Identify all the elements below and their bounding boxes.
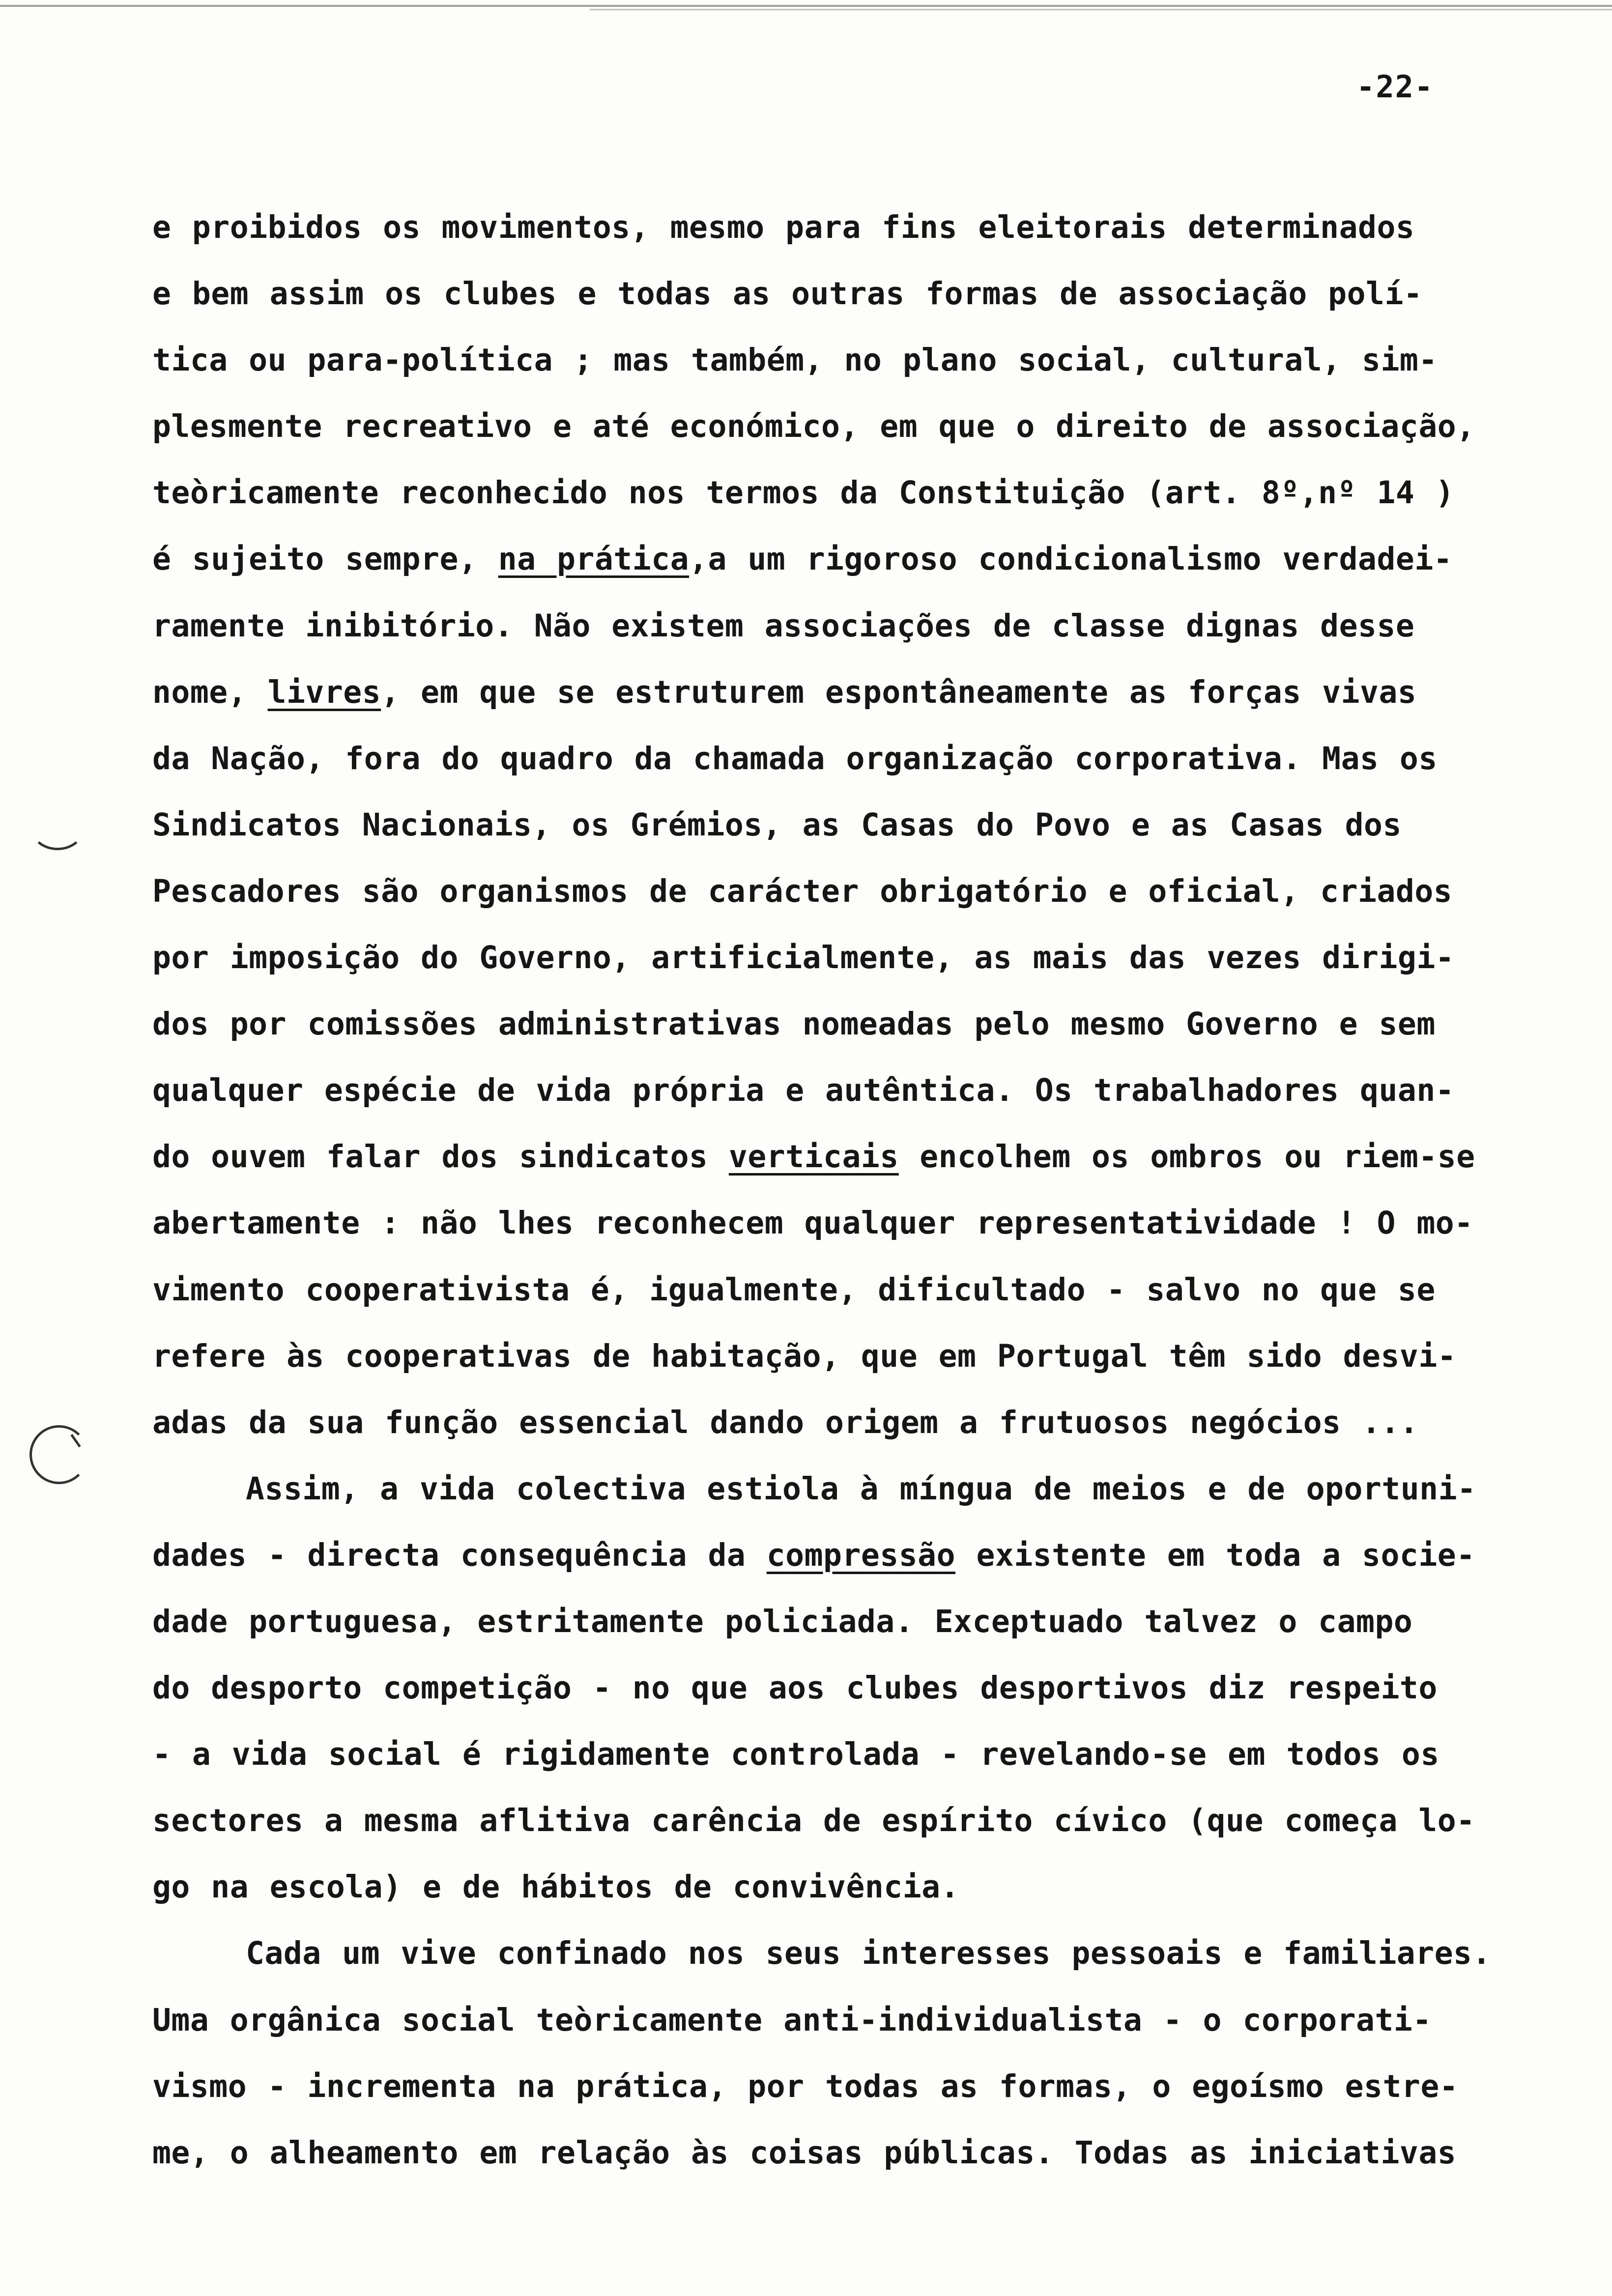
text-line: Assim, a vida colectiva estiola à míngua de meios e de oportuni- xyxy=(246,1470,1476,1507)
underlined-phrase: livres xyxy=(267,674,381,710)
punch-hole-mark xyxy=(30,806,85,850)
text-segment: existente em toda a socie- xyxy=(955,1537,1475,1573)
underlined-phrase: compressão xyxy=(766,1537,956,1573)
text-line: qualquer espécie de vida própria e autêntica. Os trabalhadores quan- xyxy=(152,1072,1455,1109)
body-text xyxy=(152,194,1568,2186)
text-segment: ,a um rigoroso condicionalismo verdadei- xyxy=(689,541,1453,577)
text-segment: nome, xyxy=(152,674,268,710)
text-line: do desporto competição - no que aos clubes desportivos diz respeito xyxy=(152,1670,1438,1706)
scan-edge-rule xyxy=(0,5,1612,7)
text-segment: dades - directa consequência da xyxy=(152,1537,767,1573)
text-segment: encolhem os ombros ou riem-se xyxy=(898,1139,1475,1175)
text-line: ramente inibitório. Não existem associações de classe dignas desse xyxy=(152,607,1415,644)
text-line: dade portuguesa, estritamente policiada. Exceptuado talvez o campo xyxy=(152,1603,1413,1639)
text-line: adas da sua função essencial dando origem a frutuosos negócios ... xyxy=(152,1404,1419,1440)
underlined-phrase: na prática xyxy=(498,541,690,577)
text-line: me, o alheamento em relação às coisas públicas. Todas as iniciativas xyxy=(152,2134,1457,2171)
text-line: por imposição do Governo, artificialmente, as mais das vezes dirigi- xyxy=(152,940,1455,976)
text-line: abertamente : não lhes reconhecem qualquer representatividade ! O mo- xyxy=(152,1205,1473,1241)
text-line: vimento cooperativista é, igualmente, dificultado - salvo no que se xyxy=(152,1271,1436,1308)
page-number: -22- xyxy=(1356,69,1434,105)
text-line xyxy=(152,1522,1568,1588)
text-line: - a vida social é rigidamente controlada - revelando-se em todos os xyxy=(152,1736,1439,1773)
text-line: plesmente recreativo e até económico, em que o direito de associação, xyxy=(152,408,1475,445)
text-line: e proibidos os movimentos, mesmo para fins eleitorais determinados xyxy=(152,209,1415,245)
text-line: Pescadores são organismos de carácter obrigatório e oficial, criados xyxy=(152,873,1453,909)
underlined-phrase: verticais xyxy=(728,1139,899,1175)
text-line xyxy=(152,659,1568,725)
text-line: dos por comissões administrativas nomeadas pelo mesmo Governo e sem xyxy=(152,1006,1436,1042)
text-line: vismo - incrementa na prática, por todas as formas, o egoísmo estre- xyxy=(152,2068,1459,2104)
text-line xyxy=(152,1123,1568,1190)
text-line: tica ou para-política ; mas também, no plano social, cultural, sim- xyxy=(152,342,1438,378)
text-line xyxy=(152,526,1568,592)
text-segment: , em que se estruturem espontâneamente as forças vivas xyxy=(381,674,1417,710)
scan-edge-rule-secondary xyxy=(590,9,1612,10)
text-line: teòricamente reconhecido nos termos da Constituição (art. 8º,nº 14 ) xyxy=(152,475,1455,511)
text-segment: do ouvem falar dos sindicatos xyxy=(152,1139,729,1175)
text-line: Sindicatos Nacionais, os Grémios, as Casas do Povo e as Casas dos xyxy=(152,806,1402,843)
text-line: da Nação, fora do quadro da chamada organização corporativa. Mas os xyxy=(152,740,1438,776)
text-line: e bem assim os clubes e todas as outras formas de associação polí- xyxy=(152,276,1423,312)
text-line: Uma orgânica social teòricamente anti-individualista - o corporati- xyxy=(152,2002,1432,2038)
text-line: go na escola) e de hábitos de convivência. xyxy=(152,1869,960,1905)
text-line: refere às cooperativas de habitação, que em Portugal têm sido desvi- xyxy=(152,1338,1457,1374)
text-segment: é sujeito sempre, xyxy=(152,541,498,577)
text-line: sectores a mesma aflitiva carência de espírito cívico (que começa lo- xyxy=(152,1803,1475,1839)
text-line: Cada um vive confinado nos seus interesses pessoais e familiares. xyxy=(246,1935,1491,1972)
